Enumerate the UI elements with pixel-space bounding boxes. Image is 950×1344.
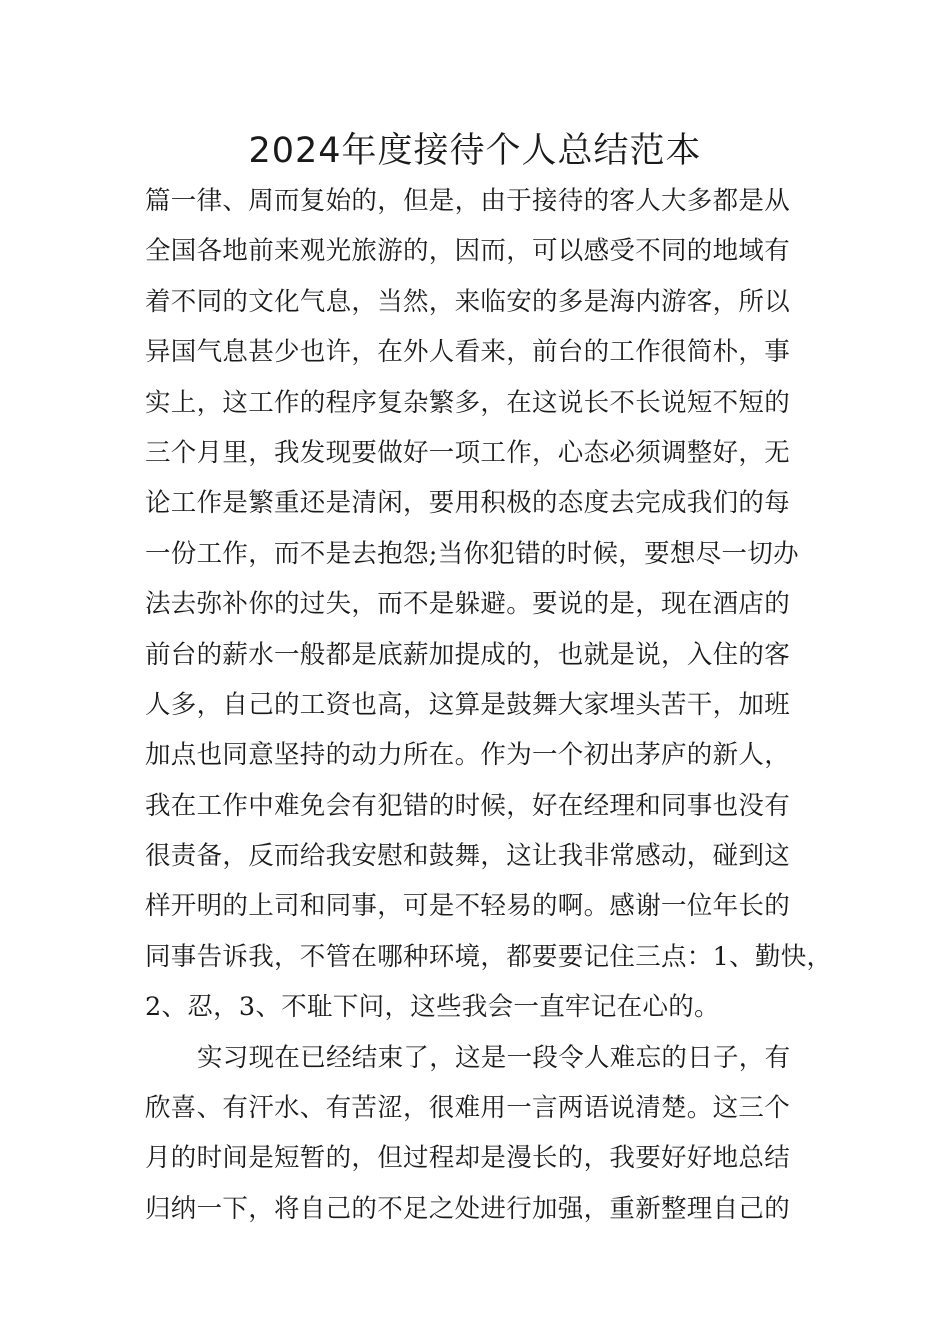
document-title: 2024年度接待个人总结范本: [248, 131, 702, 171]
body-line: 异国气息甚少也许，在外人看来，前台的工作很简朴，事: [145, 337, 791, 368]
body-line: 同事告诉我，不管在哪种环境，都要要记住三点：1、勤快，: [145, 941, 833, 972]
body-line: 法去弥补你的过失，而不是躲避。要说的是，现在酒店的: [145, 589, 791, 620]
body-line: 加点也同意坚持的动力所在。作为一个初出茅庐的新人，: [145, 740, 791, 771]
body-line: 人多，自己的工资也高，这算是鼓舞大家埋头苦干，加班: [145, 689, 791, 720]
paragraph-first-line: 实习现在已经结束了，这是一段令人难忘的日子，有: [197, 1042, 791, 1073]
body-line: 很责备，反而给我安慰和鼓舞，这让我非常感动，碰到这: [145, 841, 791, 872]
body-line: 论工作是繁重还是清闲，要用积极的态度去完成我们的每: [145, 488, 791, 519]
body-line: 前台的薪水一般都是底薪加提成的，也就是说，入住的客: [145, 639, 791, 670]
body-line: 月的时间是短暂的，但过程却是漫长的，我要好好地总结: [145, 1143, 791, 1174]
body-line: 三个月里，我发现要做好一项工作，心态必须调整好，无: [145, 437, 791, 468]
body-line: 着不同的文化气息，当然，来临安的多是海内游客，所以: [145, 286, 791, 317]
document-body: [145, 176, 835, 1234]
body-line: 篇一律、周而复始的，但是，由于接待的客人大多都是从: [145, 186, 791, 216]
body-line: 我在工作中难免会有犯错的时候，好在经理和同事也没有: [145, 790, 791, 821]
body-line: 欣喜、有汗水、有苦涩，很难用一言两语说清楚。这三个: [145, 1093, 791, 1124]
body-line: 归纳一下，将自己的不足之处进行加强，重新整理自己的: [145, 1193, 791, 1224]
body-line: 实上，这工作的程序复杂繁多，在这说长不长说短不短的: [145, 387, 791, 418]
body-line: 一份工作，而不是去抱怨;当你犯错的时候，要想尽一切办: [145, 538, 799, 569]
body-line: 2、忍，3、不耻下问，这些我会一直牢记在心的。: [145, 992, 720, 1023]
body-line: 样开明的上司和同事，可是不轻易的啊。感谢一位年长的: [145, 891, 791, 922]
body-line: 全国各地前来观光旅游的，因而，可以感受不同的地域有: [145, 236, 791, 267]
